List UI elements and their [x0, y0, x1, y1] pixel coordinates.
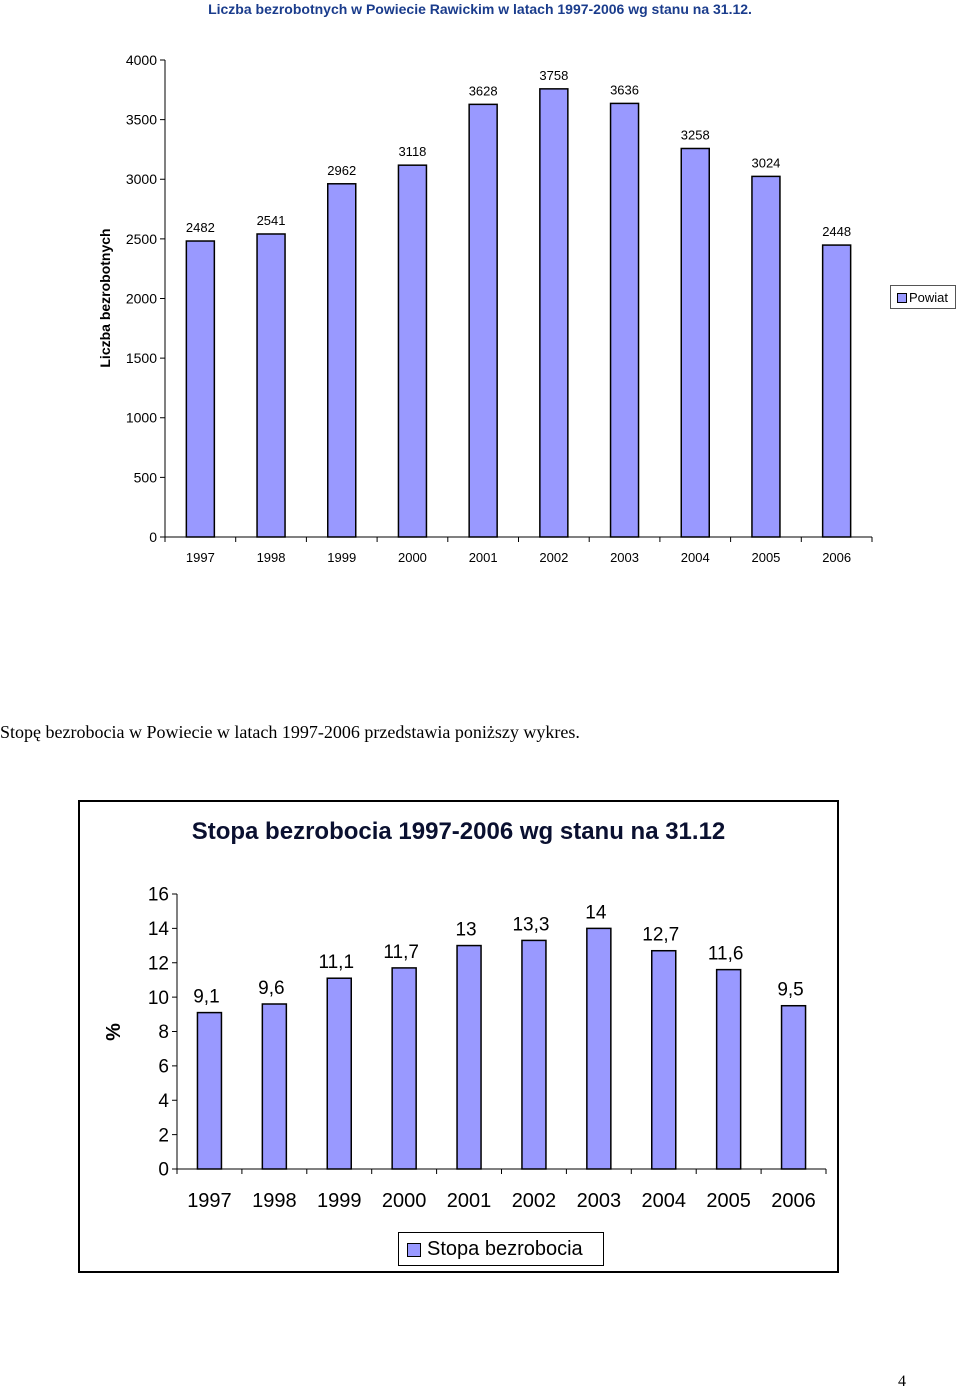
y-tick-label: 14: [147, 919, 169, 941]
data-label: 14: [585, 902, 607, 924]
y-axis-label: %: [103, 1023, 125, 1041]
data-label: 3758: [539, 67, 569, 83]
data-label: 9,5: [777, 979, 804, 1001]
data-label: 12,7: [642, 924, 680, 946]
x-tick-label: 1998: [256, 550, 286, 565]
page-number: 4: [898, 1373, 906, 1390]
legend-swatch-rate: [407, 1243, 421, 1257]
y-tick-label: 1500: [125, 350, 157, 367]
x-tick-label: 2003: [610, 550, 640, 565]
bar: [469, 104, 497, 537]
y-tick-label: 6: [158, 1056, 169, 1078]
y-tick-label: 10: [147, 987, 169, 1009]
legend-label-rate: Stopa bezrobocia: [427, 1238, 583, 1260]
data-label: 3118: [398, 144, 427, 160]
bar: [328, 184, 356, 537]
data-label: 11,6: [707, 943, 744, 965]
x-tick-label: 2002: [511, 1190, 557, 1212]
bar: [611, 103, 639, 537]
chart2-title: Stopa bezrobocia 1997-2006 wg stanu na 31.12: [191, 818, 726, 845]
chart1-unemployed-count: [0, 0, 960, 600]
data-label: 3024: [751, 155, 781, 171]
x-tick-label: 2001: [446, 1190, 492, 1212]
y-tick-label: 16: [147, 884, 169, 906]
data-label: 9,1: [193, 986, 220, 1008]
bar: [823, 245, 851, 537]
x-tick-label: 2006: [771, 1190, 816, 1212]
x-tick-label: 1999: [327, 550, 357, 565]
legend-swatch-powiat: [897, 293, 907, 303]
x-tick-label: 2006: [822, 550, 852, 565]
chart1-legend: [890, 285, 956, 309]
data-label: 3628: [468, 83, 498, 99]
chart1-title: Liczba bezrobotnych w Powiecie Rawickim w latach 1997-2006 wg stanu na 31.12.: [208, 1, 752, 17]
bar: [186, 241, 214, 537]
data-label: 3636: [610, 82, 640, 98]
data-label: 3258: [680, 127, 710, 143]
x-tick-label: 2000: [381, 1190, 427, 1212]
y-tick-label: 4: [158, 1090, 169, 1112]
y-axis-label: Liczba bezrobotnych: [97, 228, 113, 368]
y-tick-label: 8: [158, 1022, 169, 1044]
data-label: 2541: [256, 212, 286, 228]
y-tick-label: 12: [147, 953, 169, 975]
x-tick-label: 1998: [252, 1190, 297, 1212]
data-label: 13: [455, 919, 477, 941]
data-label: 11,1: [318, 952, 355, 974]
y-tick-label: 3500: [125, 111, 157, 128]
x-tick-label: 2005: [751, 550, 781, 565]
chart2-legend: [398, 1232, 604, 1266]
x-tick-label: 2002: [539, 550, 569, 565]
x-tick-label: 2003: [576, 1190, 622, 1212]
x-tick-label: 2004: [680, 550, 710, 565]
x-tick-label: 2001: [468, 550, 498, 565]
y-tick-label: 500: [133, 469, 157, 486]
x-tick-label: 1997: [185, 550, 215, 565]
chart2-frame: [78, 800, 839, 1273]
bar: [257, 234, 285, 537]
bar: [681, 148, 709, 537]
body-paragraph: Stopę bezrobocia w Powiecie w latach 1997-2006 przedstawia poniższy wykres.: [0, 722, 580, 742]
y-tick-label: 2000: [125, 290, 157, 307]
bar: [540, 89, 568, 537]
x-tick-label: 2000: [397, 550, 427, 565]
bar: [752, 176, 780, 537]
x-tick-label: 2004: [641, 1190, 686, 1212]
data-label: 2448: [822, 224, 852, 240]
bar: [398, 165, 426, 537]
y-tick-label: 1000: [125, 409, 157, 426]
y-tick-label: 2: [158, 1125, 169, 1147]
legend-label-powiat: Powiat: [909, 290, 949, 305]
y-tick-label: 4000: [125, 51, 157, 68]
data-label: 9,6: [258, 978, 285, 999]
y-tick-label: 3000: [125, 171, 157, 188]
data-label: 11,7: [383, 941, 419, 963]
y-tick-label: 0: [149, 528, 157, 545]
data-label: 13,3: [512, 914, 550, 936]
x-tick-label: 1999: [317, 1190, 362, 1212]
y-tick-label: 2500: [125, 230, 157, 247]
data-label: 2962: [327, 162, 357, 178]
y-tick-label: 0: [158, 1159, 169, 1181]
data-label: 2482: [185, 220, 215, 236]
x-tick-label: 1997: [187, 1190, 232, 1212]
x-tick-label: 2005: [706, 1190, 751, 1212]
